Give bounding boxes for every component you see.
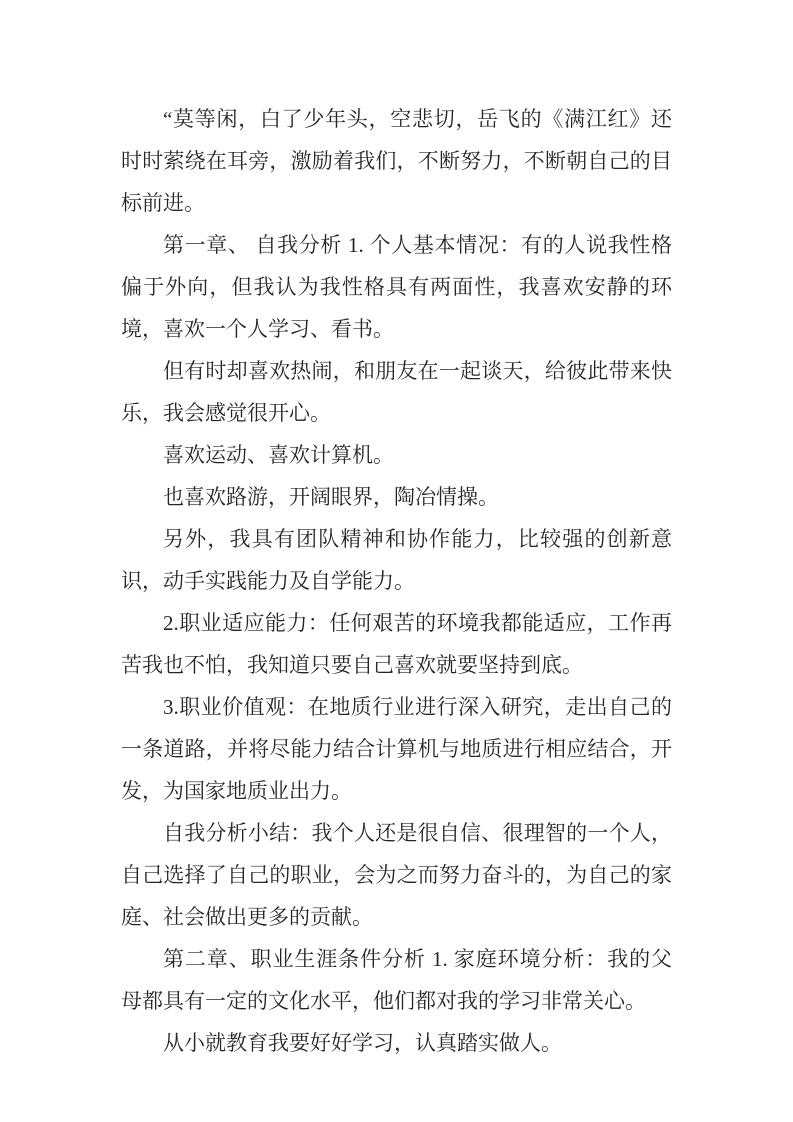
- paragraph: 喜欢运动、喜欢计算机。: [163, 443, 394, 467]
- paragraph-career-adaptability: 2.职业适应能力：任何艰苦的环境我都能适应，工作再苦我也不怕，我知道只要自己喜欢就要坚持到底。: [121, 611, 672, 677]
- paragraph: 也喜欢路游，开阔眼界，陶冶情操。: [163, 485, 499, 509]
- paragraph: 另外，我具有团队精神和协作能力，比较强的创新意识，动手实践能力及自学能力。: [121, 527, 672, 593]
- paragraph-chapter1-self-analysis: 第一章、 自我分析 1. 个人基本情况：有的人说我性格偏于外向，但我认为我性格具有两面性，我喜欢安静的环境，喜欢一个人学习、看书。: [121, 233, 672, 341]
- paragraph-career-values: 3.职业价值观：在地质行业进行深入研究，走出自己的一条道路，并将尽能力结合计算机与地质进行相应结合，开发，为国家地质业出力。: [121, 695, 672, 803]
- paragraph: 从小就教育我要好好学习，认真踏实做人。: [163, 1031, 562, 1055]
- document-body: [121, 98, 672, 1064]
- paragraph: 但有时却喜欢热闹，和朋友在一起谈天，给彼此带来快乐，我会感觉很开心。: [121, 359, 672, 425]
- paragraph-self-analysis-summary: 自我分析小结：我个人还是很自信、很理智的一个人，自己选择了自己的职业，会为之而努力奋斗的，为自己的家庭、社会做出更多的贡献。: [121, 821, 672, 929]
- paragraph-quote: “莫等闲，白了少年头，空悲切，岳飞的《满江红》还时时萦绕在耳旁，激励着我们，不断努力，不断朝自己的目标前进。: [121, 107, 672, 215]
- paragraph-chapter2-career-conditions: 第二章、职业生涯条件分析 1. 家庭环境分析：我的父母都具有一定的文化水平，他们都对我的学习非常关心。: [121, 947, 672, 1013]
